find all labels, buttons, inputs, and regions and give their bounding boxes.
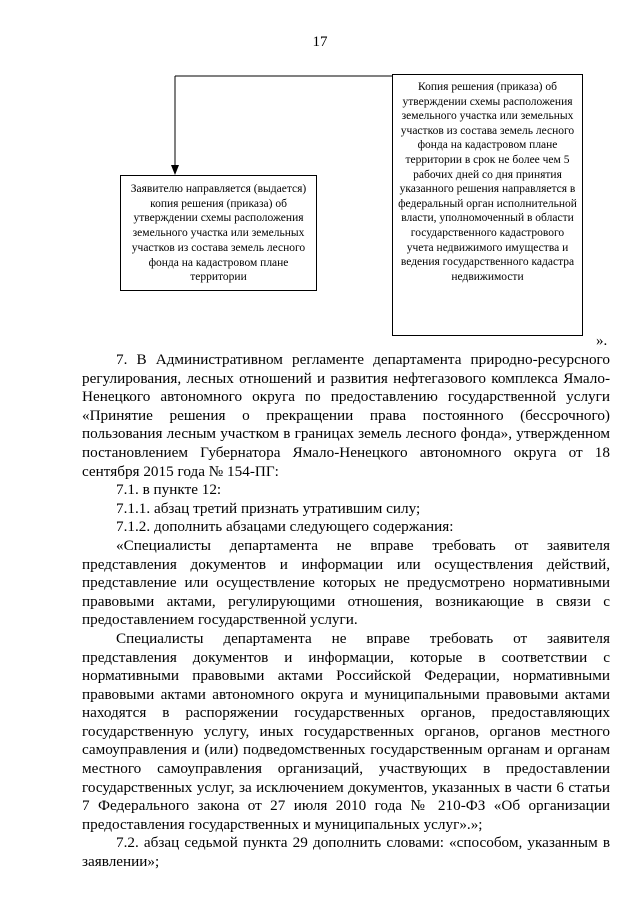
paragraph-7-2: 7.2. абзац седьмой пункта 29 дополнить словами: «способом, указанным в заявлении»; — [82, 834, 610, 871]
flowchart-box-result: Заявителю направляется (выдается) копия решения (приказа) об утверждении схемы расположения земельного участка или земельных участков из состава земель лесного фонда на кадастровом плане территории — [120, 175, 317, 291]
paragraph-7: 7. В Административном регламенте департамента природно-ресурсного регулирования, лесных отношений и развития нефтегазового комплекса Ямало-Ненецкого автономного округа по предоставлению государственной услуги «Принятие решения о прекращении права постоянного (бессрочного) пользования лесным участком в границах земель лесного фонда», утвержденном постановлением Губернатора Ямало-Ненецкого автономного округа от 18 сентября 2015 года № 154-ПГ: — [82, 351, 610, 480]
flowchart-box-notice: Копия решения (приказа) об утверждении схемы расположения земельного участка или земельных участков из состава земель лесного фонда на кадастровом плане территории в срок не более чем 5 рабочих дней со дня принятия указанного решения направляется в федеральный орган исполнительной власти, уполномоченный в области государственного кадастрового учета недвижимого имущества и ведения государственного кадастра недвижимости — [392, 74, 583, 336]
arrow-head-down — [171, 165, 179, 175]
paragraph-7-1: 7.1. в пункте 12: — [116, 481, 222, 499]
document-body — [82, 351, 610, 872]
paragraph-7-1-2: 7.1.2. дополнить абзацами следующего содержания: — [116, 518, 454, 536]
page-number: 17 — [312, 34, 328, 50]
paragraph-quote-1: «Специалисты департамента не вправе требовать от заявителя представления документов и информации или осуществления действий, представление или осуществление которых не предусмотрено нормативными правовыми актами, регулирующими отношения, возникающие в связи с предоставлением государственной услуги. — [82, 536, 610, 629]
paragraph-quote-2: Специалисты департамента не вправе требовать от заявителя представления документов и информации, которые в соответствии с нормативными правовыми актами Российской Федерации, нормативными правовыми актами автономного округа и муниципальными правовыми актами находятся в распоряжении государственных органов, предоставляющих государственную услугу, иных государственных органов, органов местного самоуправления и (или) подведомственных государственным органам и органам местного самоуправления организаций, участвующих в предоставлении государственных услуг, за исключением документов, указанных в части 6 статьи 7 Федерального закона от 27 июля 2010 года № 210-ФЗ «Об организации предоставления государственных и муниципальных услуг».»; — [82, 629, 610, 833]
paragraph-7-1-1: 7.1.1. абзац третий признать утратившим силу; — [116, 499, 421, 517]
closing-quote: ». — [596, 333, 608, 349]
